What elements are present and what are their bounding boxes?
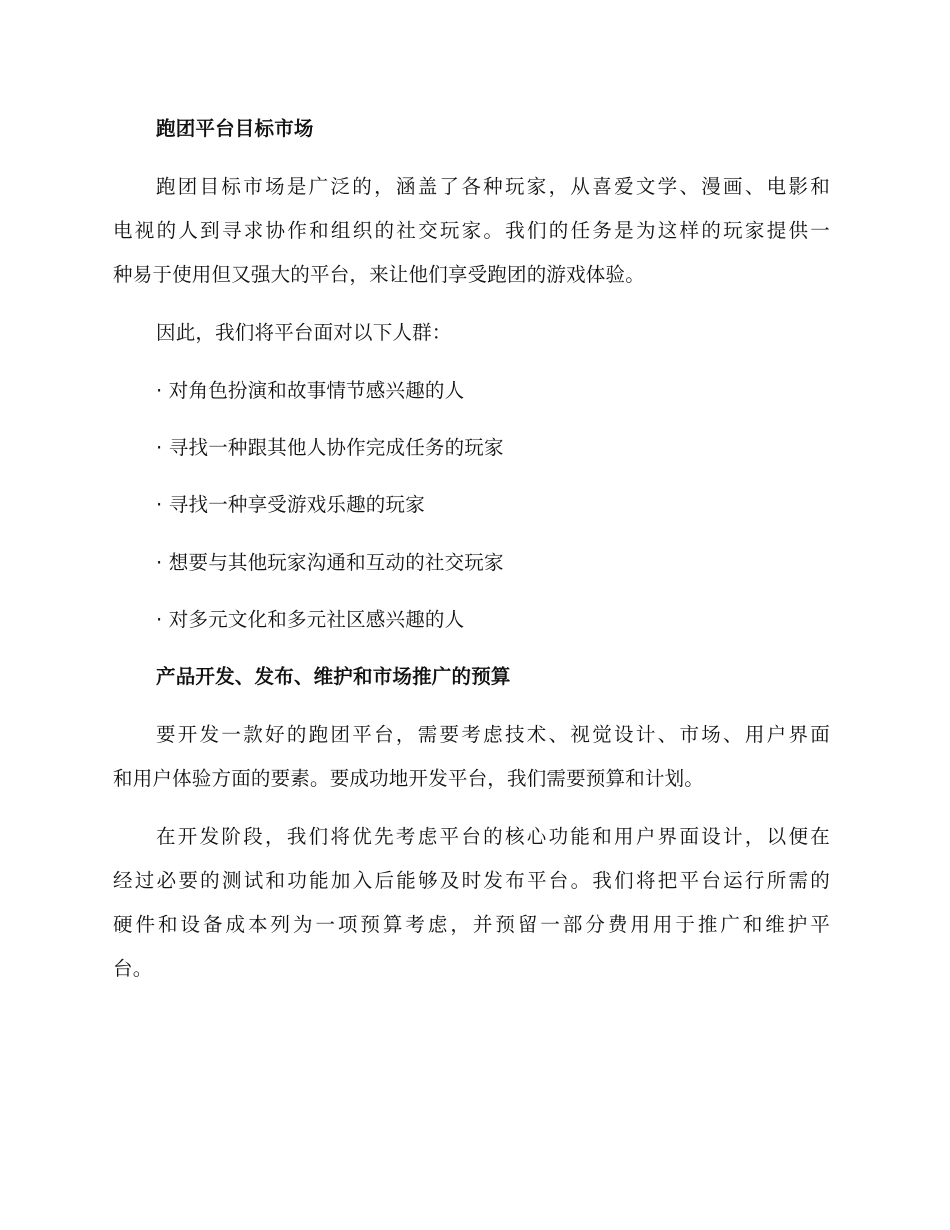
paragraph-line: 跑团目标市场是广泛的，涵盖了各种玩家，从喜爱文学、漫画、电影和 xyxy=(156,175,830,198)
section-heading-budget: 产品开发、发布、维护和市场推广的预算 xyxy=(156,665,511,688)
section-heading-target-market: 跑团平台目标市场 xyxy=(156,117,314,140)
bullet-item: · 对角色扮演和故事情节感兴趣的人 xyxy=(156,379,465,402)
paragraph-line: 要开发一款好的跑团平台，需要考虑技术、视觉设计、市场、用户界面 xyxy=(156,723,830,746)
paragraph-line: 台。 xyxy=(113,957,153,980)
bullet-item: · 寻找一种享受游戏乐趣的玩家 xyxy=(156,493,425,516)
paragraph-line: 在开发阶段，我们将优先考虑平台的核心功能和用户界面设计，以便在 xyxy=(156,825,830,848)
paragraph-line: 经过必要的测试和功能加入后能够及时发布平台。我们将把平台运行所需的 xyxy=(113,869,830,892)
paragraph-line: 电视的人到寻求协作和组织的社交玩家。我们的任务是为这样的玩家提供一 xyxy=(113,219,830,242)
paragraph-intro: 因此，我们将平台面对以下人群： xyxy=(156,321,452,344)
bullet-item: · 想要与其他玩家沟通和互动的社交玩家 xyxy=(156,551,504,574)
paragraph-line: 和用户体验方面的要素。要成功地开发平台，我们需要预算和计划。 xyxy=(113,767,705,790)
paragraph-line: 种易于使用但又强大的平台，来让他们享受跑团的游戏体验。 xyxy=(113,263,645,286)
bullet-item: · 对多元文化和多元社区感兴趣的人 xyxy=(156,608,465,631)
bullet-item: · 寻找一种跟其他人协作完成任务的玩家 xyxy=(156,436,504,459)
paragraph-line: 硬件和设备成本列为一项预算考虑，并预留一部分费用用于推广和维护平 xyxy=(113,913,830,936)
